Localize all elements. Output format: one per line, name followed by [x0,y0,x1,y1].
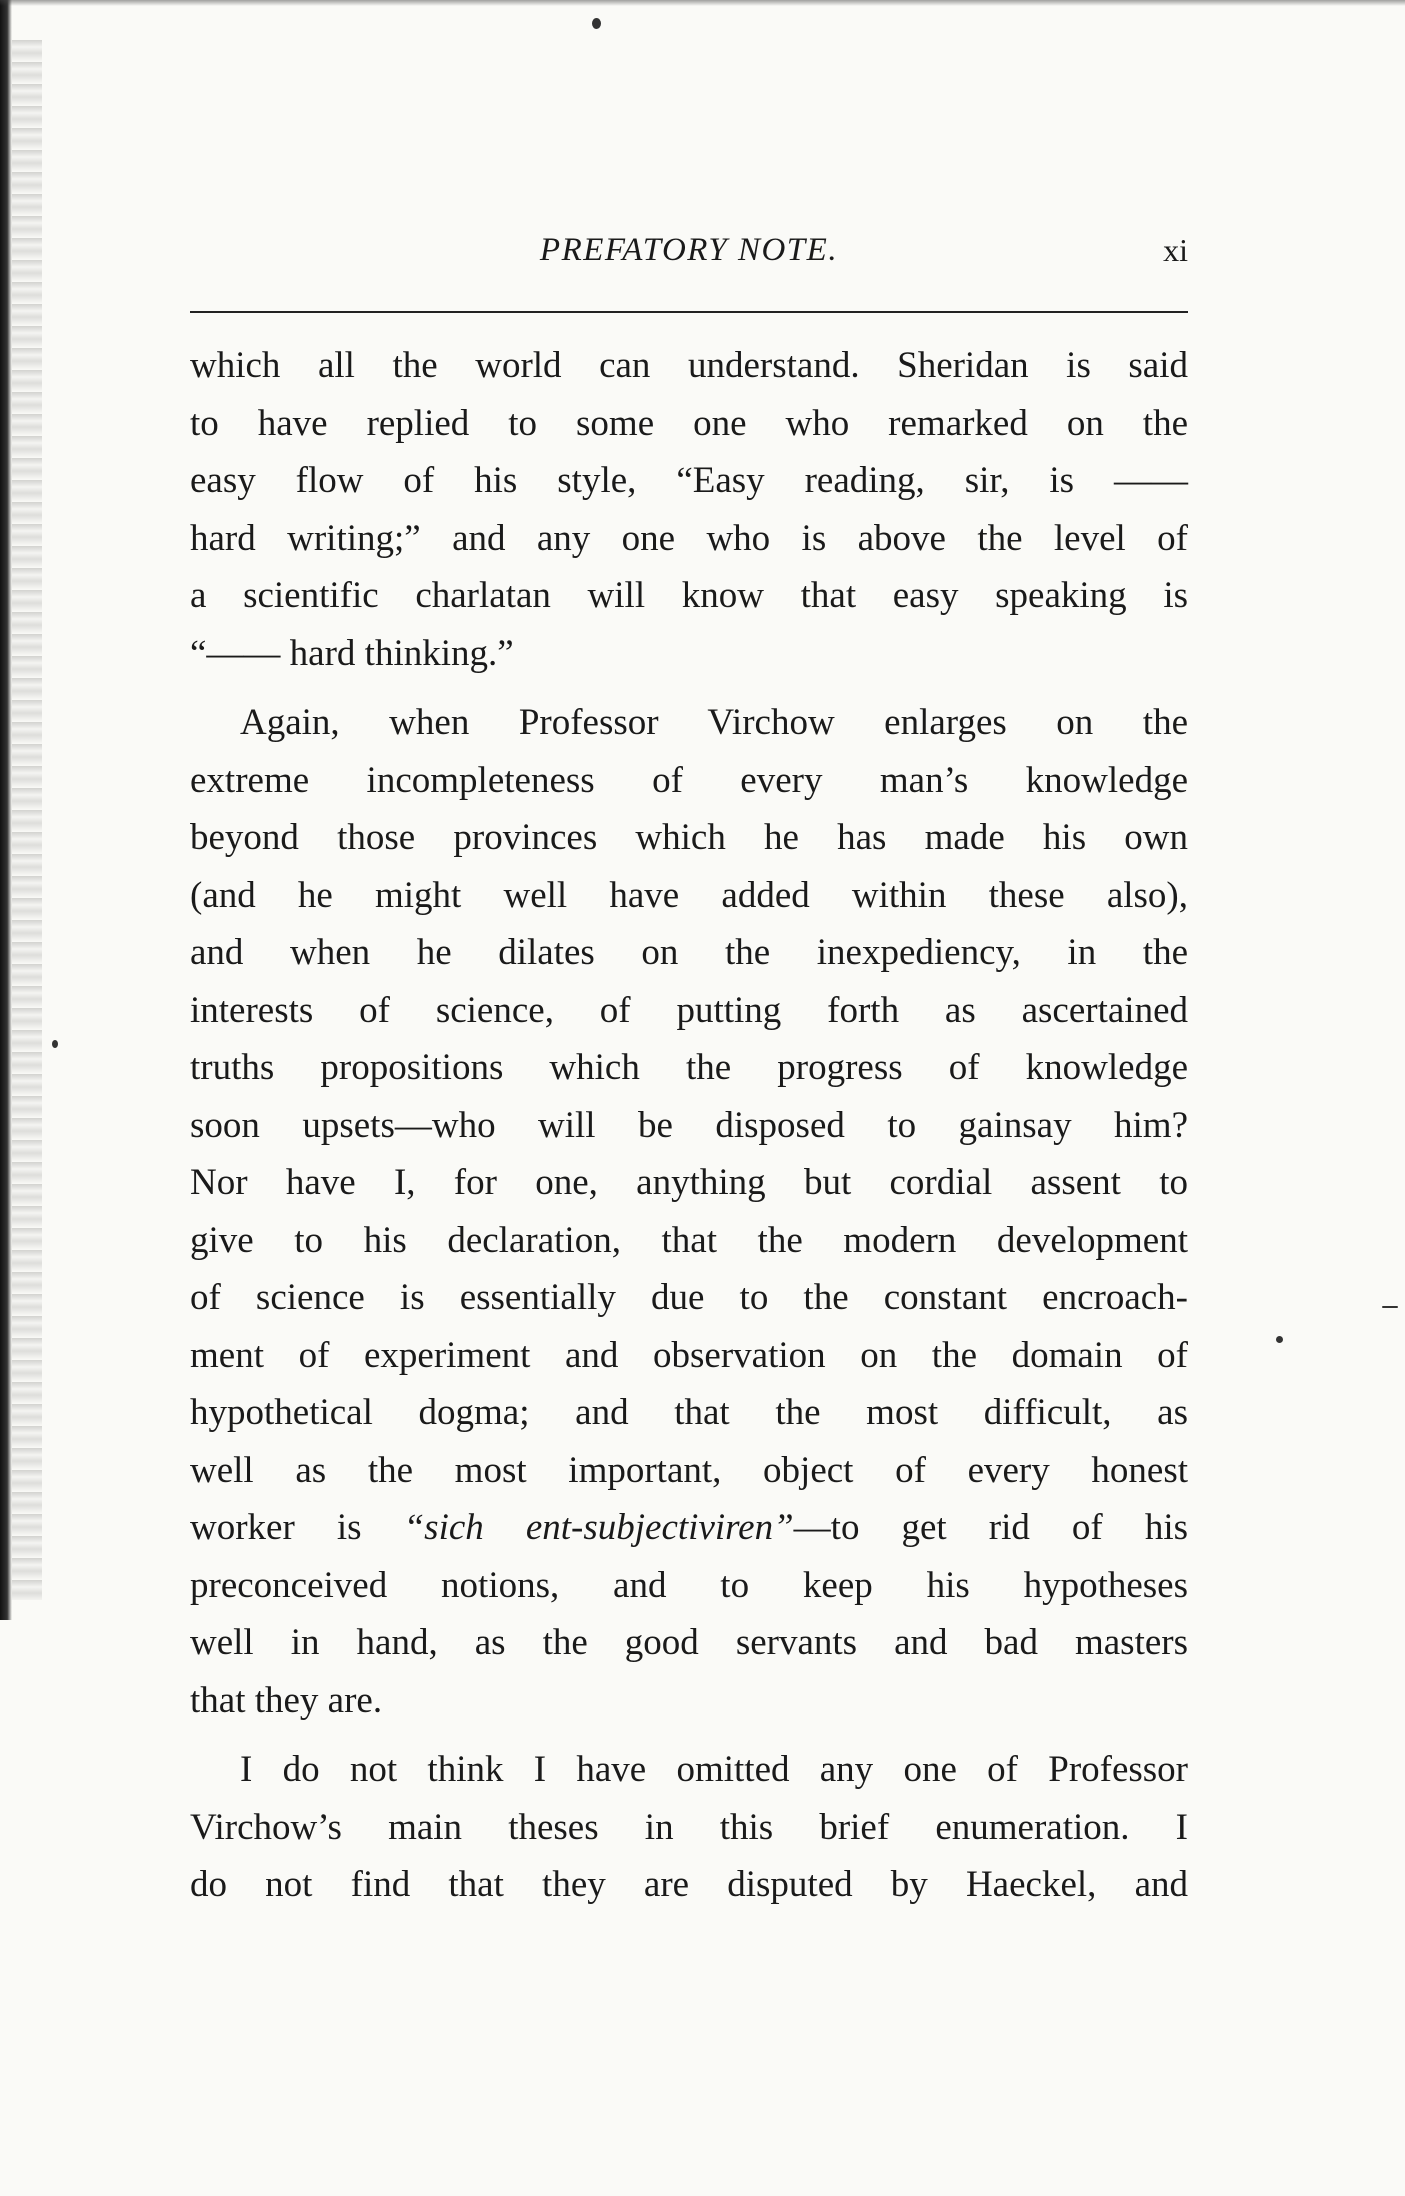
paragraph-2 [190,694,1188,1729]
text-line: Again, when Professor Virchow enlarges on the [240,702,1188,743]
text-line: (and he might well have added within these also), [190,874,1188,916]
text-line: give to his declaration, that the modern development [190,1219,1188,1261]
text-line: Nor have I, for one, anything but cordial assent to [190,1162,1188,1203]
page-number: xi [1163,232,1188,268]
text-line: I do not think I have omitted any one of Professor [240,1749,1188,1790]
paragraph-gap [190,682,1188,694]
text-line: “—— hard thinking.” [190,632,514,674]
body-text [190,337,1188,1914]
paragraph-1 [190,337,1188,682]
text-run: —to get rid of his [793,1507,1188,1548]
text-line: soon upsets—who will be disposed to gainsay him? [190,1104,1188,1146]
paragraph-gap [190,1729,1188,1741]
ink-fleck [592,18,601,29]
ink-fleck [1276,1336,1283,1343]
page-binding-speckle [12,40,42,1600]
text-line: ment of experiment and observation on the domain of [190,1334,1188,1376]
text-line: to have replied to some one who remarked on the [190,402,1188,444]
page-binding-shadow [0,0,12,1620]
ink-fleck [52,1040,58,1048]
text-run: worker is [190,1507,404,1548]
text-line: interests of science, of putting forth as ascertained [190,989,1188,1031]
text-line: preconceived notions, and to keep his hypotheses [190,1564,1188,1606]
text-line: and when he dilates on the inexpediency, in the [190,932,1188,973]
paragraph-3 [190,1741,1188,1914]
ink-fleck [1382,1306,1398,1308]
text-line: hard writing;” and any one who is above the level of [190,517,1188,559]
text-line: well as the most important, object of every honest [190,1449,1188,1491]
text-line: Virchow’s main theses in this brief enumeration. I [190,1806,1188,1848]
text-line: of science is essentially due to the constant encroach- [190,1277,1188,1318]
text-line: beyond those provinces which he has made his own [190,817,1188,858]
page-header [190,232,1188,282]
text-line: truths propositions which the progress of knowledge [190,1047,1188,1088]
running-head: PREFATORY NOTE. [539,232,839,268]
text-line: which all the world can understand. Sheridan is said [190,345,1188,386]
text-line: easy flow of his style, “Easy reading, sir, is —— [190,460,1188,501]
italic-phrase: “sich ent-subjectiviren” [403,1507,794,1548]
header-rule [190,311,1188,313]
text-line-with-italic [190,1499,1188,1557]
text-line: extreme incompleteness of every man’s knowledge [190,759,1188,801]
text-line: a scientific charlatan will know that easy speaking is [190,575,1188,616]
text-line: well in hand, as the good servants and bad masters [190,1622,1188,1663]
text-line: hypothetical dogma; and that the most difficult, as [190,1392,1188,1433]
page-top-edge [0,0,1405,6]
text-line: do not find that they are disputed by Haeckel, and [190,1864,1188,1905]
text-line: that they are. [190,1679,383,1721]
